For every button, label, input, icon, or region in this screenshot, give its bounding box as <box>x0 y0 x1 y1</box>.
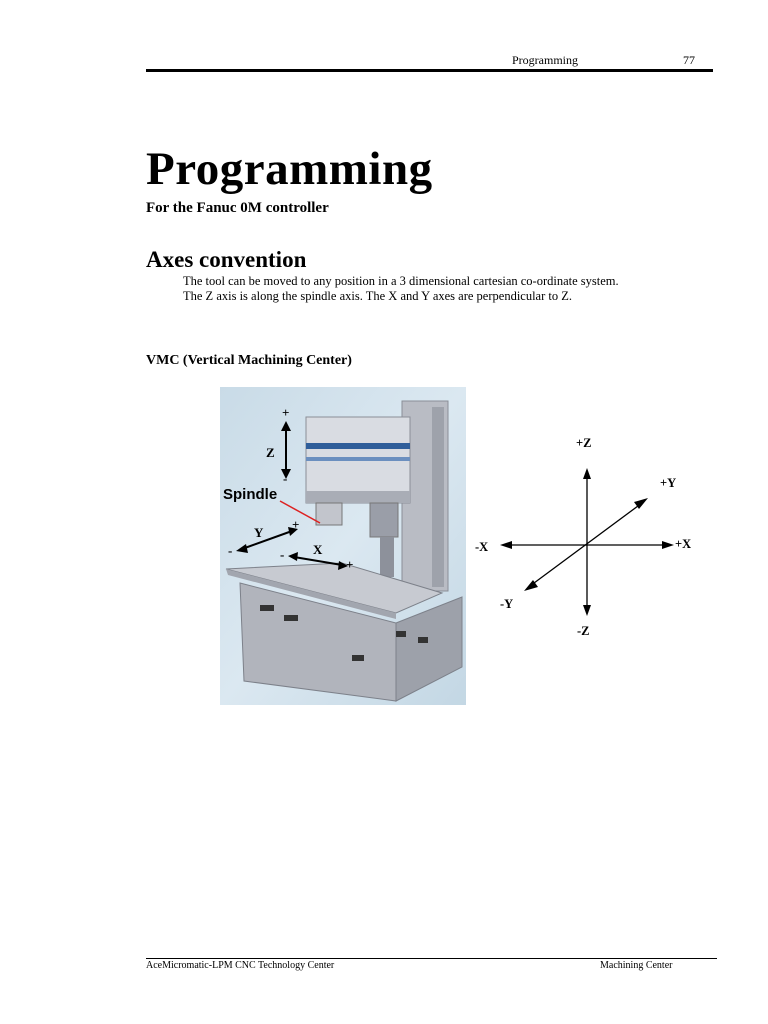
x-minus-label: - <box>280 547 285 562</box>
header-page-number: 77 <box>683 53 695 67</box>
paragraph-line: The tool can be moved to any position in a 3 dimensional cartesian co-ordinate system. <box>183 274 619 288</box>
paragraph-line: The Z axis is along the spindle axis. The X and Y axes are perpendicular to Z. <box>183 289 573 303</box>
footer-organization: AceMicromatic-LPM CNC Technology Center <box>146 960 335 971</box>
section-paragraph <box>183 274 619 304</box>
x-plus-arrowhead <box>662 541 674 549</box>
section-heading: Axes convention <box>146 247 307 272</box>
header-rule <box>146 69 713 72</box>
z-minus-label: - <box>283 471 288 486</box>
header-section-title: Programming <box>512 53 578 67</box>
minus-z-label: -Z <box>577 624 590 638</box>
z-plus-label: + <box>282 405 290 420</box>
spindle-label: Spindle <box>223 486 278 503</box>
plus-z-label: +Z <box>576 436 592 450</box>
page-subtitle: For the Fanuc 0M controller <box>146 200 329 216</box>
footer-rule <box>146 958 717 959</box>
y-plus-label: + <box>292 517 300 532</box>
x-plus-label: + <box>346 557 354 572</box>
y-axis-label: Y <box>254 525 264 540</box>
z-minus-arrowhead <box>583 605 591 616</box>
x-axis-label: X <box>313 542 323 557</box>
y-minus-label: - <box>228 543 233 558</box>
minus-y-label: -Y <box>500 597 514 611</box>
vmc-machine-image <box>220 387 466 705</box>
z-plus-arrowhead <box>583 468 591 479</box>
z-axis-label: Z <box>266 445 275 460</box>
plus-y-label: +Y <box>660 476 677 490</box>
plus-x-label: +X <box>675 537 692 551</box>
x-minus-arrowhead <box>500 541 512 549</box>
page-title: Programming <box>146 143 433 195</box>
minus-x-label: -X <box>475 540 489 554</box>
axes-diagram <box>470 430 700 645</box>
footer-chapter: Machining Center <box>600 960 673 971</box>
subsection-heading: VMC (Vertical Machining Center) <box>146 353 352 368</box>
